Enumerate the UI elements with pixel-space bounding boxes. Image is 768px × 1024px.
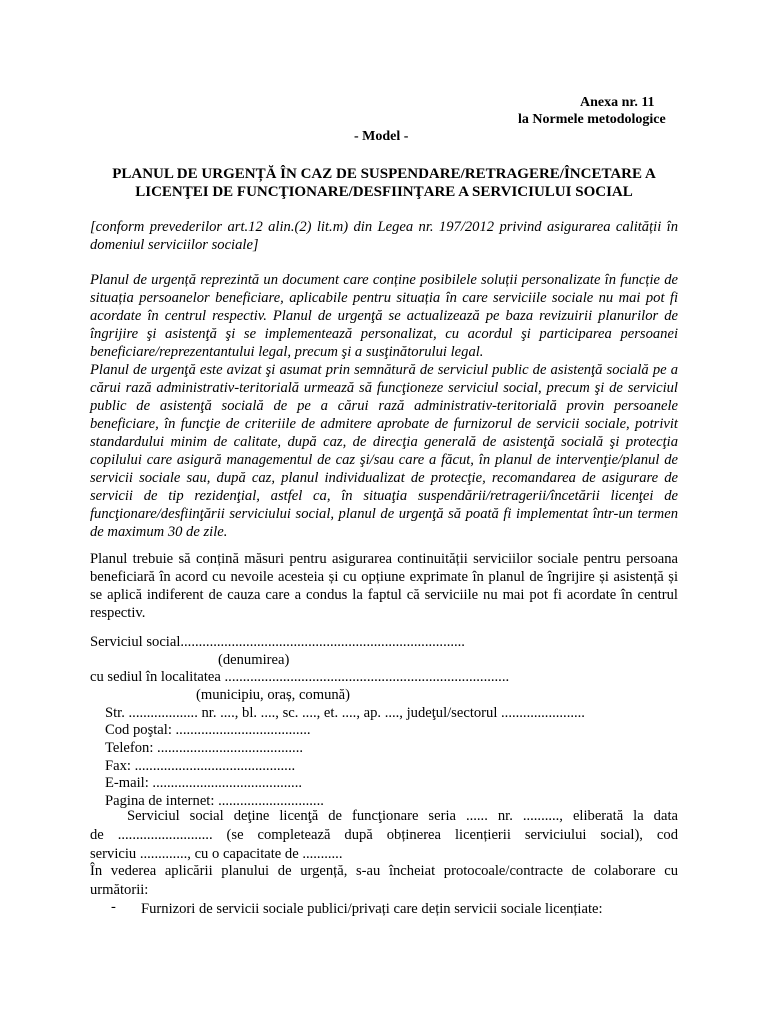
bullet-dash: - <box>111 899 116 915</box>
locality-hint: (municipiu, oraș, comună) <box>196 687 351 703</box>
service-name-field: Serviciul social.............................................................................. <box>90 634 465 650</box>
address-field: Str. ................... nr. ...., bl. ...., sc. ...., et. ...., ap. ...., judeţul/sectorul ....................... <box>105 705 585 721</box>
model-label: - Model - <box>354 129 409 144</box>
annex-number: Anexa nr. 11 <box>580 95 655 110</box>
annex-norms: la Normele metodologice <box>518 112 666 127</box>
license-line-2: de .......................... (se completează după obținerea licențierii serviciului social), cod <box>90 827 678 843</box>
legal-reference: [conform prevederilor art.12 alin.(2) lit.m) din Legea nr. 197/2012 privind asigurarea calității în domeniul serviciilor sociale] <box>90 219 678 253</box>
fax-field: Fax: ............................................ <box>105 758 296 774</box>
intro-paragraph-1: Planul de urgență reprezintă un document care conține posibilele soluții personalizate în funcție de situația persoanelor beneficiare, aplicabile pentru situația în care serviciile sociale nu mai pot fi acordate în centrul respectiv. Planul de urgenţă se actualizează pe baza revizuirii planurilor de îngrijire şi asistenţă şi se implementează personalizat, cu acordul şi participarea persoanei beneficiare/reprezentantului legal, precum şi a susţinătorului legal. <box>90 272 678 360</box>
protocols-line-1: În vederea aplicării planului de urgență, s-au încheiat protocoale/contracte de colaborare cu <box>90 863 678 879</box>
intro-paragraph-2: Planul de urgenţă este avizat şi asumat prin semnătură de serviciul public de asistenţă socială pe a cărui rază administrativ-teritorială urmează să funcţioneze serviciul social, precum şi de serviciul public de asistenţă socială de pe a cărui rază administrativ-teritorială provin persoanele beneficiare, în funcţie de criteriile de admitere aprobate de furnizorul de servicii sociale, potrivit standardului minim de calitate, după caz, de direcţia generală de asistenţă socială şi protecţia copilului care asigură managementul de caz şi/sau care a făcut, în planul de intervenţie/planul de servicii sociale sau, după caz, planul individualizat de protecţie, recomandarea de asigurare de servicii de tip rezidenţial, astfel ca, în situaţia suspendării/retragerii/încetării licenţei de funcţionare/desfiinţării serviciului social, planul de urgenţă să poată fi implementat într-un termen de maximum 30 de zile. <box>90 362 678 540</box>
seat-locality-field: cu sediul în localitatea .............................................................................. <box>90 669 510 685</box>
measures-paragraph: Planul trebuie să conțină măsuri pentru asigurarea continuității serviciilor sociale pentru persoana beneficiară în acord cu nevoile acesteia și cu opțiune exprimate în planul de îngrijire și asistență și se aplică indiferent de cauza care a condus la faptul că serviciile nu mai pot fi acordate în centrul respectiv. <box>90 551 678 621</box>
phone-field: Telefon: ........................................ <box>105 740 303 756</box>
website-field: Pagina de internet: ............................. <box>105 793 324 809</box>
title-line-1: PLANUL DE URGENȚĂ ÎN CAZ DE SUSPENDARE/RETRAGERE/ÎNCETARE A <box>112 166 656 182</box>
document-title <box>90 165 678 201</box>
license-line-1: Serviciul social deţine licenţă de funcţionare seria ...... nr. .........., eliberată la data <box>127 808 678 824</box>
service-name-hint: (denumirea) <box>218 652 290 668</box>
bullet-item-providers: Furnizori de servicii sociale publici/privați care dețin servicii sociale licențiate: <box>141 901 603 917</box>
email-field: E-mail: ......................................... <box>105 775 303 791</box>
protocols-line-2: următorii: <box>90 882 149 898</box>
title-line-2: LICENŢEI DE FUNCŢIONARE/DESFIINŢARE A SERVICIULUI SOCIAL <box>135 184 633 200</box>
license-line-3: serviciu ............., cu o capacitate de ........... <box>90 846 343 862</box>
postal-code-field: Cod poştal: ..................................... <box>105 722 311 738</box>
